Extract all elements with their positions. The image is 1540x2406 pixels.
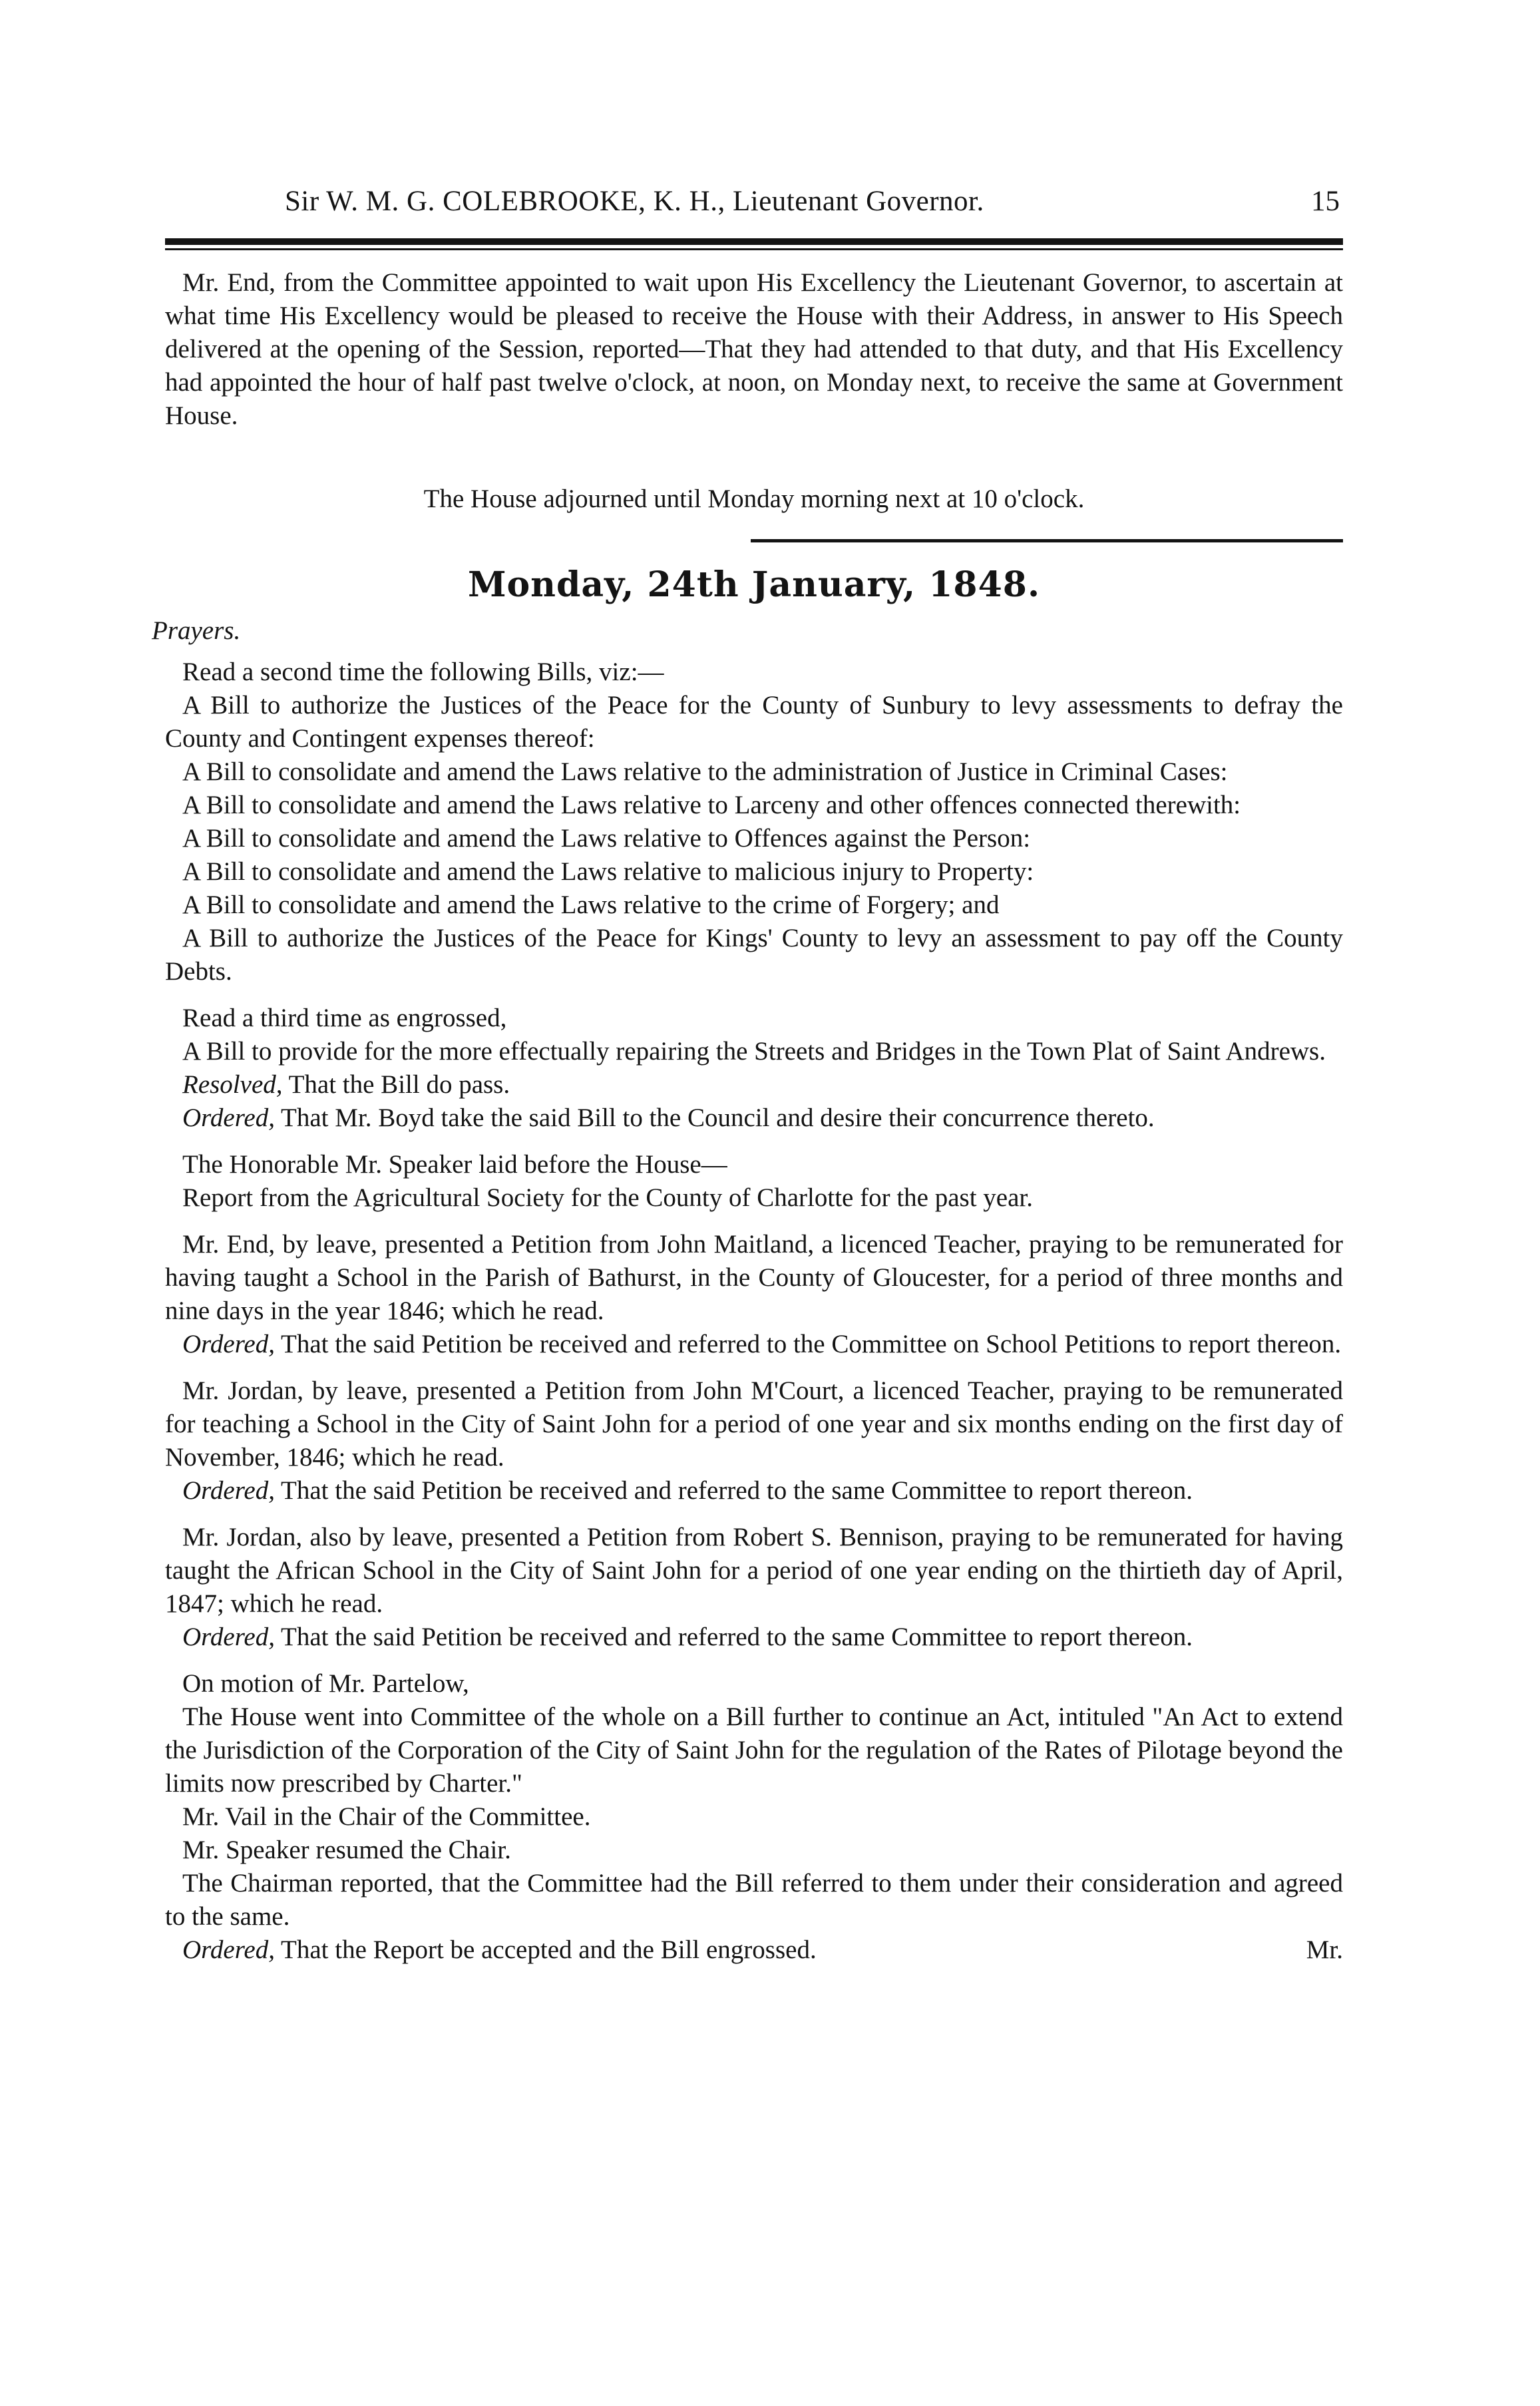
adjournment-line: The House adjourned until Monday morning next at 10 o'clock. [423,485,1085,513]
ordered-text: That the said Petition be received and referred to the same Committee to report thereon. [281,1623,1193,1651]
ordered-label: Ordered, [182,1623,275,1651]
committee-of-whole: The House went into Committee of the whole on a Bill further to continue an Act, intituled "An Act to extend the Jurisdiction of the Corporation of the City of Saint John for the regulation of the Rates of Pilotage beyond the limits now prescribed by Charter." [165,1703,1343,1798]
third-reading-intro: Read a third time as engrossed, [182,1004,507,1032]
resolution [165,1068,1343,1102]
order [165,1621,1343,1654]
chairman-report: The Chairman reported, that the Committee had the Bill referred to them under their consideration and agreed to the same. [165,1869,1343,1931]
motion-line: On motion of Mr. Partelow, [182,1669,469,1698]
bill-item: A Bill to consolidate and amend the Laws relative to the administration of Justice in Criminal Cases: [182,757,1228,786]
petition-paragraph: Mr. Jordan, by leave, presented a Petition from John M'Court, a licenced Teacher, praying to be remunerated for teaching a School in the City of Saint John for a period of one year and six months ending on the first day of November, 1846; which he read. [165,1376,1343,1472]
resumed-line: Mr. Speaker resumed the Chair. [182,1836,511,1864]
bill-item: A Bill to consolidate and amend the Laws relative to Larceny and other offences connected therewith: [182,791,1241,819]
order [165,1328,1343,1361]
section-rule [751,539,1343,542]
adjournment [165,483,1343,516]
order [165,1933,1343,1967]
day-proceedings [165,656,1343,1967]
bill-item: A Bill to consolidate and amend the Laws relative to the crime of Forgery; and [182,891,1000,919]
petition-paragraph: Mr. End, by leave, presented a Petition from John Maitland, a licenced Teacher, praying to be remunerated for having taught a School in the Parish of Bathurst, in the County of Gloucester, for a period of three months and nine days in the year 1846; which he read. [165,1230,1343,1325]
ordered-text: That the said Petition be received and referred to the Committee on School Petitions to report thereon. [281,1330,1342,1358]
header-rule-heavy [165,238,1343,245]
page-header [285,185,1340,225]
chair-line: Mr. Vail in the Chair of the Committee. [182,1802,591,1831]
agricultural-report: Report from the Agricultural Society for the County of Charlotte for the past year. [182,1183,1034,1212]
ordered-label: Ordered, [182,1330,275,1358]
running-head: Sir W. M. G. COLEBROOKE, K. H., Lieutenant Governor. [285,186,984,217]
order [165,1102,1343,1135]
resolved-text: That the Bill do pass. [288,1070,510,1099]
ordered-label: Ordered, [182,1476,275,1505]
bill-item: A Bill to consolidate and amend the Laws relative to Offences against the Person: [182,824,1031,853]
prayers-label: Prayers. [152,616,241,645]
ordered-label: Ordered, [182,1935,275,1964]
day-heading: Monday, 24th January, 1848. [467,564,1041,605]
header-rule-thin [165,248,1343,250]
ordered-text: That Mr. Boyd take the said Bill to the Council and desire their concurrence thereto. [281,1103,1155,1132]
petition-paragraph: Mr. Jordan, also by leave, presented a Petition from Robert S. Bennison, praying to be remunerated for having taught the African School in the City of Saint John for a period of one year ending on the thirtieth day of April, 1847; which he read. [165,1523,1343,1618]
order [165,1474,1343,1507]
speaker-laid: The Honorable Mr. Speaker laid before the House— [182,1150,727,1179]
catchword: Mr. [1306,1935,1343,1964]
committee-report-paragraph: Mr. End, from the Committee appointed to wait upon His Excellency the Lieutenant Governor, to ascertain at what time His Excellency would be pleased to receive the House with their Address, in answer to His Speech delivered at the opening of the Session, reported—That they had attended to that duty, and that His Excellency had appointed the hour of half past twelve o'clock, at noon, on Monday next, to receive the same at Government House. [165,268,1343,430]
third-reading-bill: A Bill to provide for the more effectually repairing the Streets and Bridges in the Town Plat of Saint Andrews. [182,1037,1326,1066]
bill-item: A Bill to authorize the Justices of the Peace for Kings' County to levy an assessment to pay off the County Debts. [165,924,1343,986]
ordered-text: That the Report be accepted and the Bill engrossed. [281,1935,817,1964]
resolved-label: Resolved, [182,1070,283,1099]
ordered-label: Ordered, [182,1103,275,1132]
bill-item: A Bill to consolidate and amend the Laws relative to malicious injury to Property: [182,857,1034,886]
page-number: 15 [1311,186,1340,217]
opening-report [165,266,1343,466]
second-reading-intro: Read a second time the following Bills, viz:— [182,658,664,686]
bill-item: A Bill to authorize the Justices of the Peace for the County of Sunbury to levy assessments to defray the County and Contingent expenses thereof: [165,691,1343,753]
ordered-text: That the said Petition be received and referred to the same Committee to report thereon. [281,1476,1193,1505]
